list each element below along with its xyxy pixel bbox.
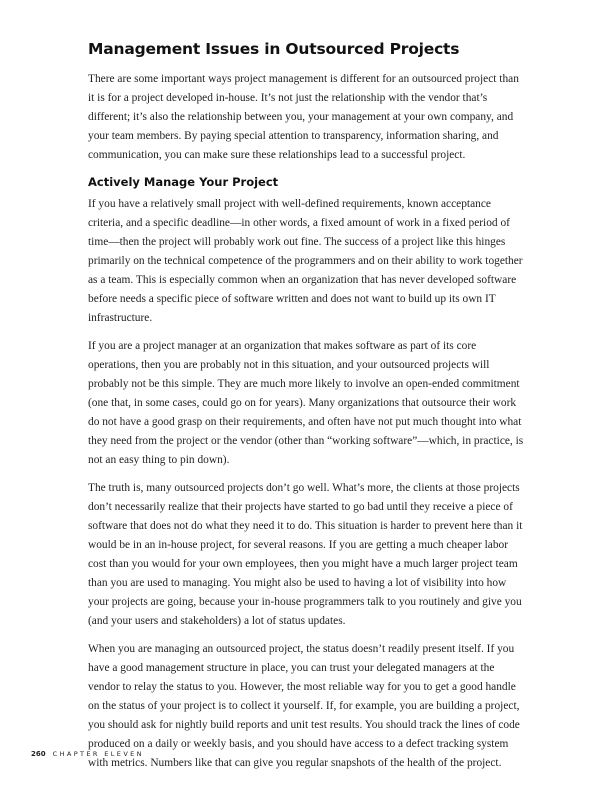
body-paragraph-2: If you are a project manager at an organization that makes software as part of its core operations, then you are probably not in this situation, and your outsourced projects will probably not be this simple. They are much more likely to involve an open-ended commitment (one that, in some cases, could go on for years). Many organizations that outsource their work do not have a good grasp on their requirements, and often have not put much thought into what they need from the project or the vendor (other than “working software”—which, in practice, is not an easy thing to pin down). (88, 340, 524, 466)
chapter-label: CHAPTER ELEVEN (52, 750, 144, 758)
body-paragraph-4: When you are managing an outsourced project, the status doesn’t readily present itself. If you have a good management structure in place, you can trust your delegated managers at the vendor to relay the status to you. However, the most reliable way for you to get a good handle on the status of your project is to collect it yourself. If, for example, you are building a project, you should ask for nightly build reports and unit test results. You should track the lines of code produced on a daily or weekly basis, and you should have access to a defect tracking system with metrics. Numbers like that can give you regular snapshots of the health of the project. (88, 643, 520, 769)
body-paragraph-1: If you have a relatively small project with well-defined requirements, known acceptance criteria, and a specific deadline—in other words, a fixed amount of work in a fixed period of time—then the project will probably work out fine. The success of a project like this hinges primarily on the technical competence of the programmers and on their ability to work together as a team. This is especially common when an organization that has never developed software before needs a specific piece of software written and does not want to build up its own IT infrastructure. (88, 198, 523, 324)
body-paragraph-3: The truth is, many outsourced projects don’t go well. What’s more, the clients at those projects don’t necessarily realize that their projects have started to go bad until they receive a piece of software that does not do what they need it to do. This situation is harder to prevent here than it would be in an in-house project, for several reasons. If you are getting a much cheaper labor cost than you would for your own employees, then you might have a much larger project team than you are used to managing. You might also be used to having a lot of visibility into how your projects are going, because your in-house programmers talk to you routinely and give you (and your users and stakeholders) a lot of status updates. (88, 482, 523, 627)
subsection-title: Actively Manage Your Project (88, 175, 279, 189)
page-content (88, 38, 526, 782)
section-title: Management Issues in Outsourced Projects (88, 40, 460, 58)
page-number: 260 (31, 750, 46, 758)
intro-paragraph: There are some important ways project management is different for an outsourced project than it is for a project developed in-house. It’s not just the relationship with the vendor that’s different; it’s also the relationship between you, your management at your own company, and your team members. By paying special attention to transparency, information sharing, and communication, you can make sure these relationships lead to a successful project. (88, 73, 519, 161)
page-footer (31, 750, 144, 758)
